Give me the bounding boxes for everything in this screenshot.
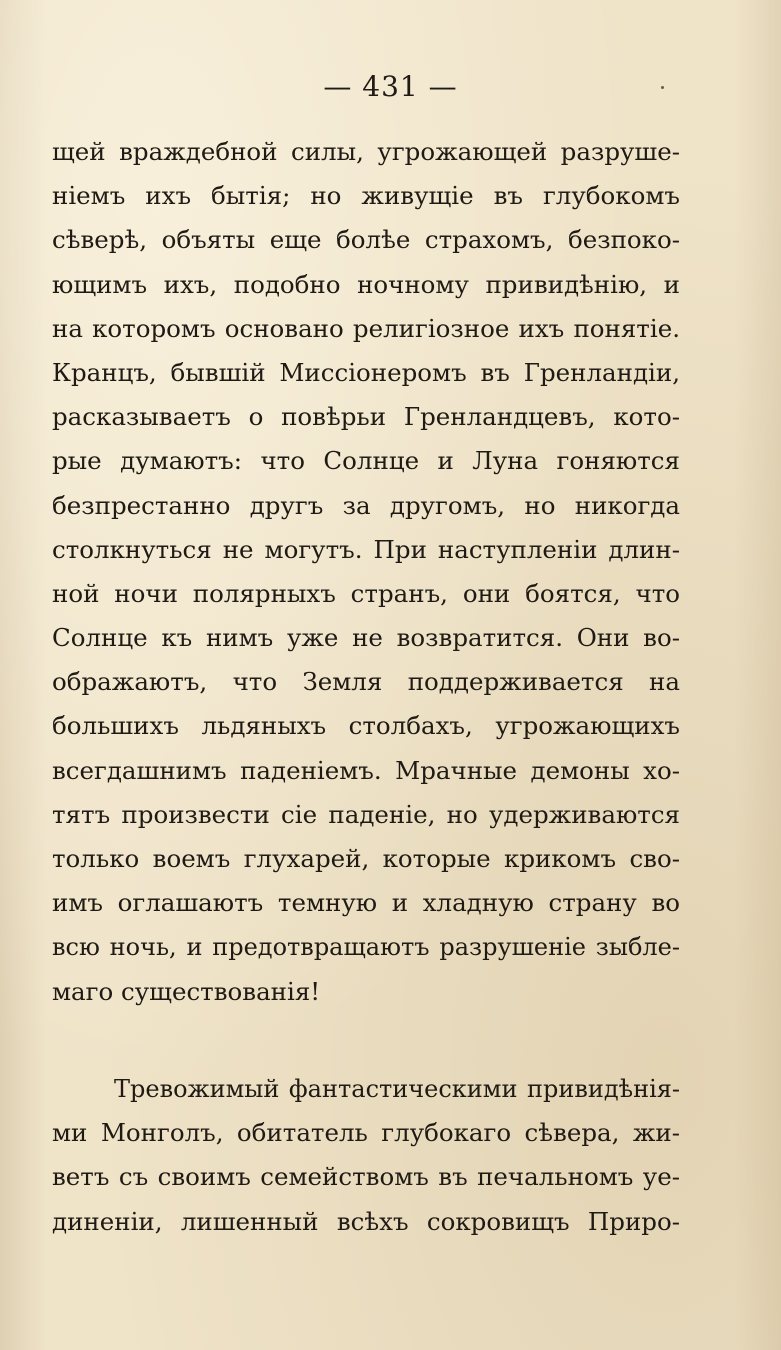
ink-speck xyxy=(661,86,664,89)
text-line: щей враждебной силы, угрожающей разруше- xyxy=(52,137,680,166)
text-line: ображаютъ, что Земля поддерживается на xyxy=(52,667,680,697)
text-line: диненіи, лишенный всѣхъ сокровищъ Приро- xyxy=(52,1206,680,1236)
text-line: ветъ съ своимъ семействомъ въ печальномъ уе- xyxy=(52,1162,680,1192)
text-line: ной ночи полярныхъ странъ, они боятся, что xyxy=(52,578,680,608)
text-line: рые думаютъ: что Солнце и Луна гоняются xyxy=(52,446,680,476)
text-line: сѣверѣ, объяты еще болѣе страхомъ, безпоко- xyxy=(52,225,680,255)
text-line: Тревожимый фантастическими привидѣнія- xyxy=(114,1075,680,1103)
text-line: Солнце къ нимъ уже не возвратится. Они во- xyxy=(52,623,680,653)
text-line: ми Монголъ, обитатель глубокаго сѣвера, жи- xyxy=(52,1118,680,1148)
text-line: на которомъ основано религіозное ихъ понятіе. xyxy=(52,313,680,343)
text-line: Кранцъ, бывшій Миссіонеромъ въ Гренландіи, xyxy=(52,357,680,387)
paragraph-1 xyxy=(52,130,680,1014)
text-line: только воемъ глухарей, которые крикомъ сво- xyxy=(52,844,680,873)
text-line: столкнуться не могутъ. При наступленіи длин- xyxy=(52,534,680,564)
text-line: ніемъ ихъ бытія; но живущіе въ глубокомъ xyxy=(52,181,680,211)
text-line: ющимъ ихъ, подобно ночному привидѣнію, и xyxy=(52,269,680,299)
text-line: тятъ произвести сіе паденіе, но удерживаются xyxy=(52,799,680,829)
text-line: всегдашнимъ паденіемъ. Мрачные демоны хо- xyxy=(52,755,680,785)
paragraph-2 xyxy=(52,1067,680,1244)
text-line: всю ночь, и предотвращаютъ разрушеніе зыбле- xyxy=(52,933,680,962)
page-number: — 431 — xyxy=(323,70,458,103)
text-line: большихъ льдяныхъ столбахъ, угрожающихъ xyxy=(52,711,680,741)
text-line: расказываетъ о повѣрьи Гренландцевъ, кото- xyxy=(52,402,680,432)
text-line: безпрестанно другъ за другомъ, но никогда xyxy=(52,490,680,520)
text-line: маго существованія! xyxy=(52,976,321,1006)
text-line: имъ оглашаютъ темную и хладную страну во xyxy=(52,888,680,918)
